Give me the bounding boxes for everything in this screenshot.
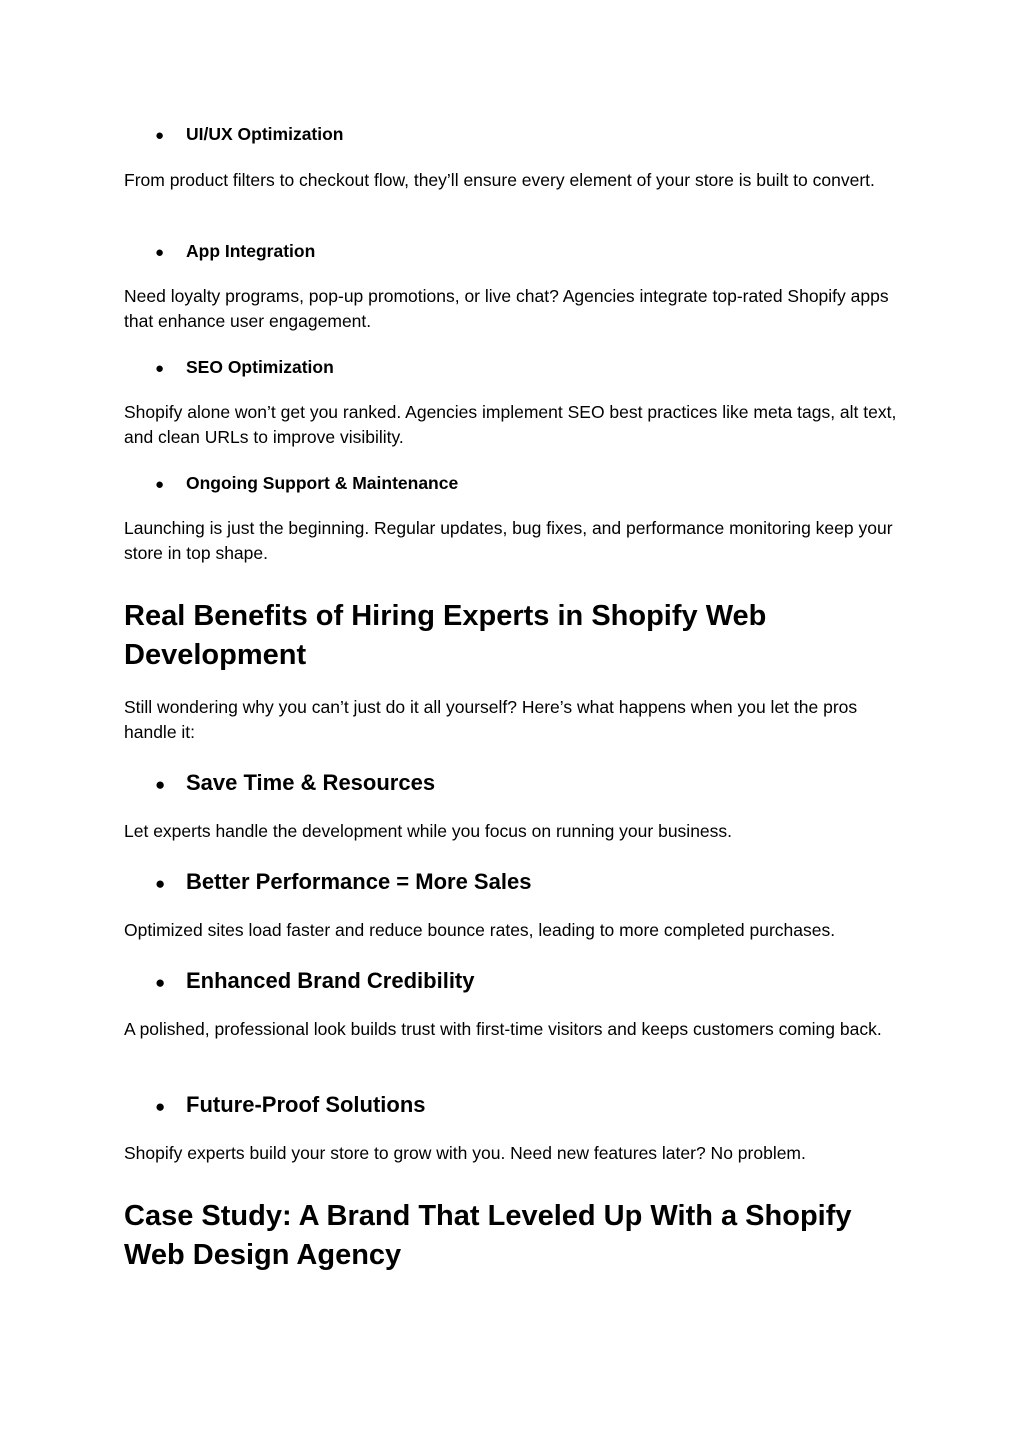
- paragraph: Optimized sites load faster and reduce bounce rates, leading to more completed purchases.: [124, 920, 836, 940]
- bullet-dot-icon: ●: [155, 1097, 166, 1116]
- bullet-title: SEO Optimization: [186, 357, 334, 377]
- benefit-item: [155, 1091, 426, 1121]
- paragraph: Launching is just the beginning. Regular updates, bug fixes, and performance monitoring keep your store in top shape.: [124, 518, 893, 563]
- benefit-item: [155, 868, 531, 898]
- paragraph: Let experts handle the development while you focus on running your business.: [124, 821, 733, 841]
- bullet-item: [155, 240, 315, 264]
- section-heading: Case Study: A Brand That Leveled Up With a Shopify Web Design Agency: [124, 1200, 852, 1271]
- bullet-dot-icon: ●: [155, 476, 165, 493]
- benefit-item: [155, 769, 435, 799]
- bullet-dot-icon: ●: [155, 127, 165, 144]
- bullet-dot-icon: ●: [155, 360, 165, 377]
- paragraph: Still wondering why you can’t just do it all yourself? Here’s what happens when you let the pros handle it:: [124, 697, 858, 742]
- paragraph: Shopify experts build your store to grow with you. Need new features later? No problem.: [124, 1143, 806, 1163]
- bullet-dot-icon: ●: [155, 874, 166, 893]
- bullet-title: UI/UX Optimization: [186, 124, 344, 144]
- bullet-title: Ongoing Support & Maintenance: [186, 473, 459, 493]
- benefit-title: Save Time & Resources: [186, 770, 436, 795]
- benefit-item: [155, 967, 475, 997]
- paragraph: A polished, professional look builds trust with first-time visitors and keeps customers coming back.: [124, 1019, 882, 1039]
- section-heading: Real Benefits of Hiring Experts in Shopify Web Development: [124, 600, 767, 671]
- bullet-item: [155, 356, 334, 380]
- paragraph: Need loyalty programs, pop-up promotions, or live chat? Agencies integrate top-rated Shopify apps that enhance user engagement.: [124, 286, 889, 331]
- bullet-item: [155, 123, 344, 147]
- bullet-dot-icon: ●: [155, 775, 166, 794]
- paragraph: From product filters to checkout flow, they’ll ensure every element of your store is built to convert.: [124, 170, 875, 190]
- bullet-title: App Integration: [186, 241, 316, 261]
- paragraph: Shopify alone won’t get you ranked. Agencies implement SEO best practices like meta tags, alt text, and clean URLs to improve visibility.: [124, 402, 897, 447]
- bullet-dot-icon: ●: [155, 244, 165, 261]
- benefit-title: Better Performance = More Sales: [186, 869, 532, 894]
- bullet-item: [155, 472, 458, 496]
- benefit-title: Enhanced Brand Credibility: [186, 968, 475, 993]
- benefit-title: Future-Proof Solutions: [186, 1092, 426, 1117]
- bullet-dot-icon: ●: [155, 973, 166, 992]
